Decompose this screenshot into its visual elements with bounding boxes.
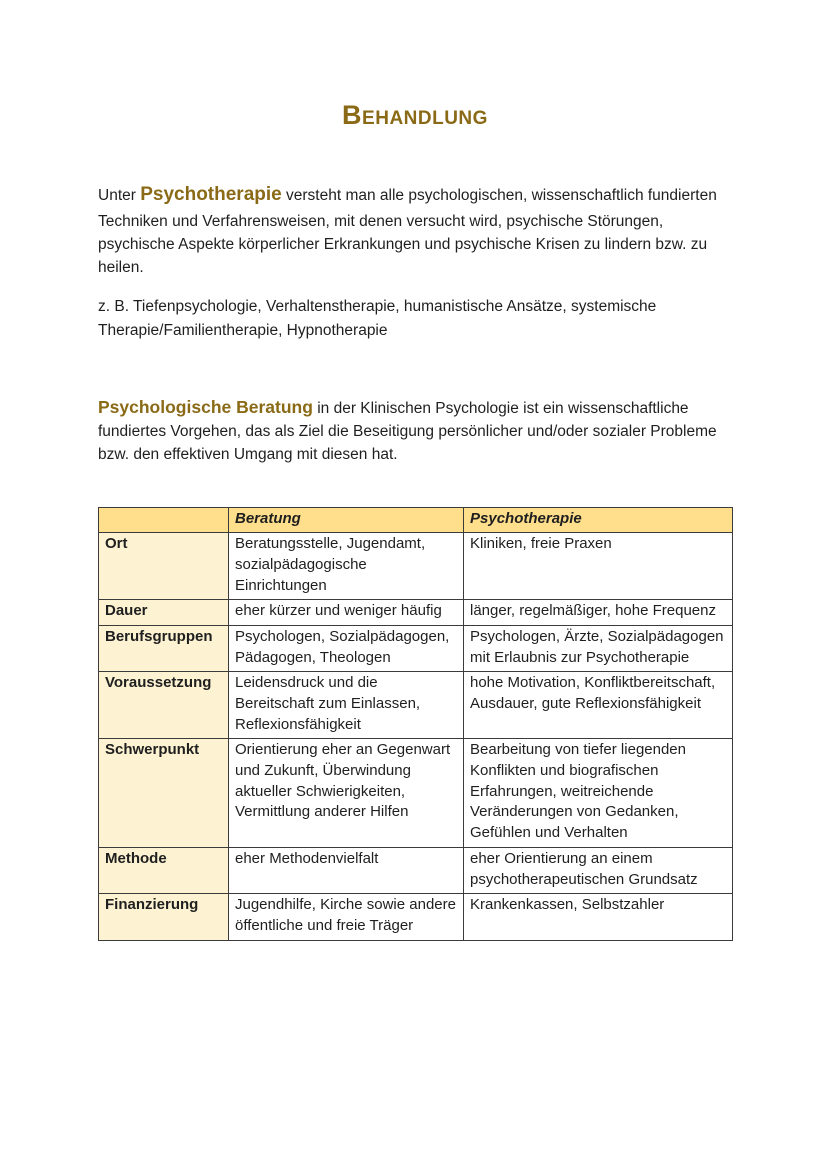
psychotherapie-cell: hohe Motivation, Konfliktbereitschaft, Ausdauer, gute Reflexionsfähigkeit (464, 672, 733, 739)
psychotherapie-cell: eher Orientierung an einem psychotherapeutischen Grundsatz (464, 847, 733, 893)
header-empty-cell (99, 507, 229, 533)
psychotherapie-cell: Bearbeitung von tiefer liegenden Konflikten und biografischen Erfahrungen, weitreichende Veränderungen von Gedanken, Gefühlen und Verhalten (464, 739, 733, 847)
beratung-cell: Psychologen, Sozialpädagogen, Pädagogen, Theologen (229, 625, 464, 671)
row-label-cell: Methode (99, 847, 229, 893)
beratung-rest: in der Klinischen Psychologie ist ein wissenschaftliche fundiertes Vorgehen, das als Ziel die Beseitigung persönlicher und/oder sozialer Probleme bzw. den effektiven Umgang mit diesen hat. (98, 399, 717, 464)
row-label-cell: Schwerpunkt (99, 739, 229, 847)
row-label-cell: Ort (99, 533, 229, 600)
term-psychotherapie: Psychotherapie (140, 184, 282, 205)
psychotherapie-cell: Kliniken, freie Praxen (464, 533, 733, 600)
beratung-cell: eher kürzer und weniger häufig (229, 600, 464, 626)
psychotherapie-cell: länger, regelmäßiger, hohe Frequenz (464, 600, 733, 626)
psychotherapie-cell: Psychologen, Ärzte, Sozialpädagogen mit Erlaubnis zur Psychotherapie (464, 625, 733, 671)
psychotherapie-cell: Krankenkassen, Selbstzahler (464, 894, 733, 940)
row-label-cell: Voraussetzung (99, 672, 229, 739)
beratung-cell: Beratungsstelle, Jugendamt, sozialpädagogische Einrichtungen (229, 533, 464, 600)
term-psychologische-beratung: Psychologische Beratung (98, 396, 313, 417)
examples-paragraph: z. B. Tiefenpsychologie, Verhaltenstherapie, humanistische Ansätze, systemische Therapie/Familientherapie, Hypnotherapie (98, 298, 657, 339)
beratung-cell: eher Methodenvielfalt (229, 847, 464, 893)
table-header-row (99, 507, 733, 533)
header-psychotherapie: Psychotherapie (464, 507, 733, 533)
beratung-paragraph (98, 394, 732, 467)
intro-prefix: Unter (98, 187, 141, 204)
row-label-cell: Berufsgruppen (99, 625, 229, 671)
beratung-cell: Leidensdruck und die Bereitschaft zum Einlassen, Reflexionsfähigkeit (229, 672, 464, 739)
header-beratung: Beratung (229, 507, 464, 533)
table-row-voraussetzung (99, 672, 733, 739)
comparison-table (98, 507, 733, 941)
table-row-berufsgruppen (99, 625, 733, 671)
row-label-cell: Finanzierung (99, 894, 229, 940)
table-row-dauer (99, 600, 733, 626)
page-title: Behandlung (342, 100, 488, 130)
intro-paragraph (98, 181, 732, 279)
table-row-ort (99, 533, 733, 600)
beratung-cell: Orientierung eher an Gegenwart und Zukunft, Überwindung aktueller Schwierigkeiten, Vermittlung anderer Hilfen (229, 739, 464, 847)
intro-rest: versteht man alle psychologischen, wissenschaftlich fundierten Techniken und Verfahrensweisen, mit denen versucht wird, psychische Störungen, psychische Aspekte körperlicher Erkrankungen und psychische Krisen zu lindern bzw. zu heilen. (98, 187, 717, 276)
table-row-schwerpunkt (99, 739, 733, 847)
table-row-methode (99, 847, 733, 893)
table-row-finanzierung (99, 894, 733, 940)
beratung-cell: Jugendhilfe, Kirche sowie andere öffentliche und freie Träger (229, 894, 464, 940)
row-label-cell: Dauer (99, 600, 229, 626)
